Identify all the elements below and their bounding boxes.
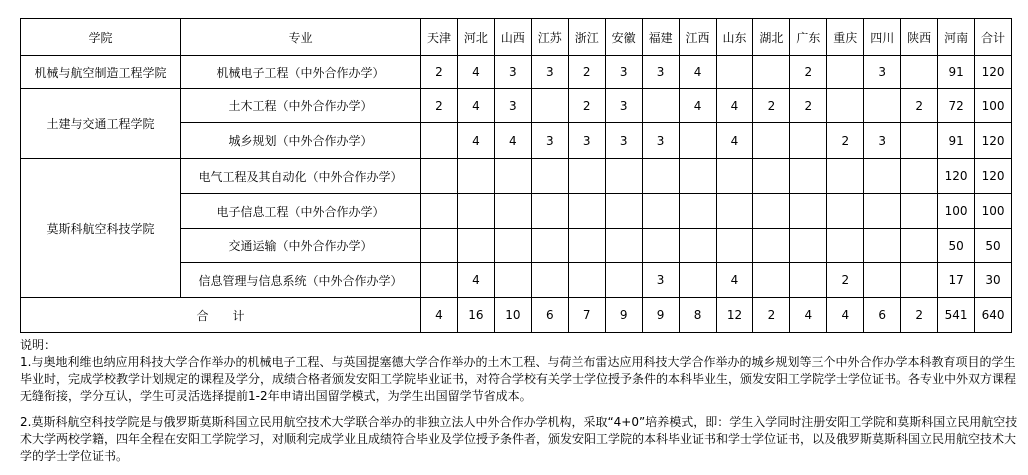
quota-cell xyxy=(901,229,938,263)
table-row xyxy=(21,89,1012,123)
quota-cell: 120 xyxy=(938,159,975,194)
quota-cell xyxy=(790,263,827,298)
quota-cell xyxy=(753,263,790,298)
quota-cell xyxy=(901,56,938,89)
quota-cell xyxy=(790,123,827,159)
quota-cell: 2 xyxy=(901,89,938,123)
quota-cell xyxy=(790,229,827,263)
quota-cell xyxy=(679,194,716,229)
quota-cell xyxy=(457,229,494,263)
total-cell: 7 xyxy=(568,298,605,333)
total-cell: 4 xyxy=(827,298,864,333)
quota-cell: 91 xyxy=(938,56,975,89)
total-cell: 9 xyxy=(605,298,642,333)
quota-cell: 3 xyxy=(864,123,901,159)
quota-cell xyxy=(864,263,901,298)
header-province: 天津 xyxy=(421,19,458,56)
quota-cell xyxy=(716,56,753,89)
header-major: 专业 xyxy=(181,19,421,56)
total-cell: 9 xyxy=(642,298,679,333)
quota-cell: 3 xyxy=(531,123,568,159)
table-row xyxy=(21,56,1012,89)
quota-cell: 4 xyxy=(457,123,494,159)
quota-cell xyxy=(901,263,938,298)
quota-cell xyxy=(790,194,827,229)
quota-cell xyxy=(568,263,605,298)
total-label: 合 计 xyxy=(21,298,421,333)
quota-cell xyxy=(421,159,458,194)
total-cell: 10 xyxy=(494,298,531,333)
note-2: 2.莫斯科航空科技学院是与俄罗斯莫斯科国立民用航空技术大学联合举办的非独立法人中外合作办学机构，采取“4+0”培养模式，即：学生入学同时注册安阳工学院和莫斯科国立民用航空技术大学两校学籍，四年全程在安阳工学院学习，对顺利完成学业且成绩符合毕业及学位授予条件者，颁发安阳工学院的本科毕业证书和学士学位证书，以及俄罗斯莫斯科国立民用航空技术大学的学士学位证书。 xyxy=(20,415,1018,463)
total-cell: 2 xyxy=(753,298,790,333)
quota-cell: 2 xyxy=(753,89,790,123)
quota-cell: 3 xyxy=(494,89,531,123)
quota-cell xyxy=(716,229,753,263)
quota-cell: 2 xyxy=(421,56,458,89)
quota-cell xyxy=(531,159,568,194)
quota-cell xyxy=(753,194,790,229)
header-province: 浙江 xyxy=(568,19,605,56)
quota-cell: 3 xyxy=(605,123,642,159)
header-college: 学院 xyxy=(21,19,181,56)
quota-cell xyxy=(827,89,864,123)
quota-cell: 120 xyxy=(975,159,1012,194)
header-province: 江西 xyxy=(679,19,716,56)
quota-cell: 3 xyxy=(531,56,568,89)
total-cell: 541 xyxy=(938,298,975,333)
quota-cell: 3 xyxy=(642,263,679,298)
quota-cell xyxy=(421,263,458,298)
quota-cell xyxy=(642,89,679,123)
header-province: 重庆 xyxy=(827,19,864,56)
quota-cell xyxy=(753,159,790,194)
table-row xyxy=(21,159,1012,194)
quota-cell: 3 xyxy=(605,89,642,123)
quota-cell xyxy=(827,159,864,194)
major-cell: 城乡规划（中外合作办学） xyxy=(181,123,421,159)
quota-cell xyxy=(568,159,605,194)
quota-cell xyxy=(901,123,938,159)
quota-cell xyxy=(642,159,679,194)
quota-cell: 4 xyxy=(716,89,753,123)
header-row xyxy=(21,19,1012,56)
header-province: 福建 xyxy=(642,19,679,56)
total-cell: 4 xyxy=(790,298,827,333)
quota-cell xyxy=(605,229,642,263)
note-1: 1.与奥地利维也纳应用科技大学合作举办的机械电子工程、与英国提塞德大学合作举办的土木工程、与荷兰布雷达应用科技大学合作举办的城乡规划等三个中外合作办学本科教育项目的学生毕业时，完成学校教学计划规定的课程及学分，成绩合格者颁发安阳工学院毕业证书，对符合学校有关学士学位授予条件的本科毕业生，颁发安阳工学院学士学位证书。各专业中外双方课程无缝衔接，学分互认，学生可灵活选择提前1-2年申请出国留学模式，为学生出国留学节省成本。 xyxy=(20,355,1017,403)
quota-cell xyxy=(864,229,901,263)
quota-cell xyxy=(421,194,458,229)
major-cell: 机械电子工程（中外合作办学） xyxy=(181,56,421,89)
quota-cell xyxy=(494,263,531,298)
quota-cell xyxy=(864,159,901,194)
quota-cell: 2 xyxy=(568,56,605,89)
notes xyxy=(20,337,1020,471)
quota-cell xyxy=(531,194,568,229)
quota-cell: 100 xyxy=(975,194,1012,229)
enrollment-table xyxy=(20,18,1012,333)
quota-cell: 3 xyxy=(605,56,642,89)
quota-cell xyxy=(716,159,753,194)
total-cell: 8 xyxy=(679,298,716,333)
quota-cell xyxy=(753,229,790,263)
total-cell: 2 xyxy=(901,298,938,333)
quota-cell xyxy=(494,194,531,229)
quota-cell xyxy=(421,229,458,263)
total-row xyxy=(21,298,1012,333)
quota-cell: 2 xyxy=(421,89,458,123)
quota-cell xyxy=(753,56,790,89)
quota-cell xyxy=(901,194,938,229)
quota-cell: 72 xyxy=(938,89,975,123)
header-province: 广东 xyxy=(790,19,827,56)
quota-cell xyxy=(568,229,605,263)
header-province: 山东 xyxy=(716,19,753,56)
header-province: 四川 xyxy=(864,19,901,56)
total-cell: 6 xyxy=(864,298,901,333)
total-cell: 6 xyxy=(531,298,568,333)
quota-cell: 2 xyxy=(568,89,605,123)
header-province: 江苏 xyxy=(531,19,568,56)
quota-cell xyxy=(494,229,531,263)
header-province: 山西 xyxy=(494,19,531,56)
quota-cell xyxy=(642,194,679,229)
quota-cell: 4 xyxy=(716,263,753,298)
quota-cell xyxy=(531,229,568,263)
header-province: 河北 xyxy=(457,19,494,56)
notes-title: 说明： xyxy=(20,338,57,352)
major-cell: 信息管理与信息系统（中外合作办学） xyxy=(181,263,421,298)
quota-cell: 3 xyxy=(568,123,605,159)
total-cell: 640 xyxy=(975,298,1012,333)
quota-cell: 50 xyxy=(938,229,975,263)
quota-cell: 120 xyxy=(975,123,1012,159)
total-cell: 16 xyxy=(457,298,494,333)
header-province: 陕西 xyxy=(901,19,938,56)
quota-cell: 2 xyxy=(827,123,864,159)
quota-cell xyxy=(679,263,716,298)
quota-cell: 17 xyxy=(938,263,975,298)
quota-cell: 4 xyxy=(494,123,531,159)
quota-cell xyxy=(605,194,642,229)
header-province: 合计 xyxy=(975,19,1012,56)
quota-cell: 2 xyxy=(827,263,864,298)
quota-cell: 4 xyxy=(457,263,494,298)
quota-cell xyxy=(605,263,642,298)
quota-cell: 120 xyxy=(975,56,1012,89)
quota-cell: 50 xyxy=(975,229,1012,263)
quota-cell xyxy=(531,89,568,123)
major-cell: 交通运输（中外合作办学） xyxy=(181,229,421,263)
quota-cell: 4 xyxy=(457,89,494,123)
quota-cell: 3 xyxy=(642,56,679,89)
quota-cell: 4 xyxy=(716,123,753,159)
quota-cell xyxy=(679,123,716,159)
quota-cell xyxy=(642,229,679,263)
quota-cell xyxy=(716,194,753,229)
quota-cell xyxy=(494,159,531,194)
header-province: 湖北 xyxy=(753,19,790,56)
quota-cell xyxy=(679,229,716,263)
quota-cell: 3 xyxy=(864,56,901,89)
quota-cell: 3 xyxy=(494,56,531,89)
quota-cell xyxy=(864,194,901,229)
quota-cell: 4 xyxy=(679,56,716,89)
quota-cell xyxy=(421,123,458,159)
quota-cell: 30 xyxy=(975,263,1012,298)
quota-cell: 4 xyxy=(679,89,716,123)
total-cell: 4 xyxy=(421,298,458,333)
quota-cell xyxy=(901,159,938,194)
quota-cell xyxy=(457,194,494,229)
quota-cell xyxy=(827,229,864,263)
quota-cell xyxy=(605,159,642,194)
major-cell: 电气工程及其自动化（中外合作办学） xyxy=(181,159,421,194)
quota-cell xyxy=(457,159,494,194)
quota-cell xyxy=(864,89,901,123)
quota-cell xyxy=(790,159,827,194)
major-cell: 土木工程（中外合作办学） xyxy=(181,89,421,123)
quota-cell: 4 xyxy=(457,56,494,89)
quota-cell xyxy=(531,263,568,298)
quota-cell xyxy=(827,56,864,89)
quota-cell xyxy=(679,159,716,194)
quota-cell: 2 xyxy=(790,56,827,89)
quota-cell: 100 xyxy=(938,194,975,229)
major-cell: 电子信息工程（中外合作办学） xyxy=(181,194,421,229)
quota-cell xyxy=(827,194,864,229)
college-cell: 莫斯科航空科技学院 xyxy=(21,159,181,298)
quota-cell: 2 xyxy=(790,89,827,123)
quota-cell xyxy=(753,123,790,159)
header-province: 安徽 xyxy=(605,19,642,56)
quota-cell: 100 xyxy=(975,89,1012,123)
quota-cell xyxy=(568,194,605,229)
college-cell: 机械与航空制造工程学院 xyxy=(21,56,181,89)
quota-cell: 91 xyxy=(938,123,975,159)
total-cell: 12 xyxy=(716,298,753,333)
header-province: 河南 xyxy=(938,19,975,56)
quota-cell: 3 xyxy=(642,123,679,159)
college-cell: 土建与交通工程学院 xyxy=(21,89,181,159)
